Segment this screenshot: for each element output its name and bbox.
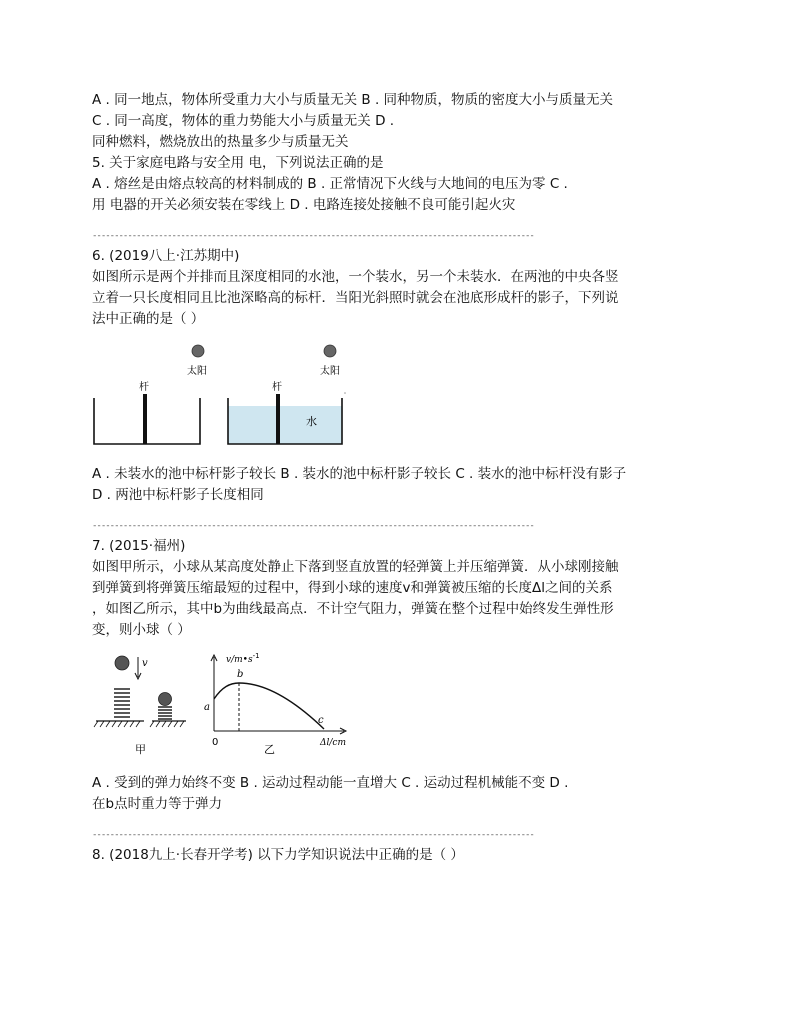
q8-block [92,845,712,866]
q7-stem-line: 如图甲所示，小球从某高度处静止下落到竖直放置的轻弹簧上并压缩弹簧．从小球刚接触 [92,559,619,575]
q4-option-line: C . 同一高度，物体的重力势能大小与质量无关 D . [92,113,395,129]
point-b-label: b [237,669,244,680]
q7-stem-line: 到弹簧到将弹簧压缩最短的过程中，得到小球的速度v和弹簧被压缩的长度Δl之间的关系 [92,580,613,596]
point-a-label: a [204,702,210,713]
q7-stem-line: ，如图乙所示，其中b为曲线最高点．不计空气阻力，弹簧在整个过程中始终发生弹性形 [92,601,614,617]
question-separator: ---------------------------------------------------------------------------------------------------- [92,231,534,241]
q5-stem: 5. 关于家庭电路与安全用 电，下列说法正确的是 [92,155,384,171]
right-sun-label: 太阳 [320,366,340,377]
compressed-spring [158,707,172,719]
caption-yi: 乙 [264,743,275,756]
speck-dot [344,392,346,394]
velocity-curve [214,683,324,729]
q7-stem-line: 变，则小球（ ） [92,622,191,638]
graph-origin-label: 0 [212,737,219,748]
exam-page [92,90,712,866]
q4-option-line: A . 同一地点，物体所受重力大小与质量无关 B . 同种物质，物质的密度大小与质量无关 [92,92,614,108]
compressed-ball-setup [150,693,186,728]
right-sun-icon [324,345,336,357]
graph-y-axis-exponent: -1 [252,652,260,660]
q7-source: 7. (2015·福州) [92,538,186,554]
velocity-arrow-label: v [142,658,148,669]
graph-y-axis-label [226,652,260,665]
falling-ball-setup [94,656,148,727]
left-pole [143,394,147,444]
uncompressed-spring [114,689,130,717]
q5-block [92,153,712,216]
q6-stem-line: 法中正确的是（ ） [92,311,205,327]
q5-option-line: A . 熔丝是由熔点较高的材料制成的 B . 正常情况下火线与大地间的电压为零 C . [92,176,568,192]
water-label: 水 [306,415,317,428]
resting-ball [159,693,172,706]
q6-option-line: A . 未装水的池中标杆影子较长 B . 装水的池中标杆影子较长 C . 装水的池中标杆没有影子 [92,466,627,482]
q6-source: 6. (2019八上·江苏期中) [92,248,240,264]
falling-ball [115,656,129,670]
left-sun-icon [192,345,204,357]
left-pole-label: 杆 [139,382,149,393]
q7-option-line: 在b点时重力等于弹力 [92,796,223,812]
q6-pools-figure [92,340,362,450]
point-c-label: c [318,715,324,726]
q6-stem-line: 立着一只长度相同且比池深略高的标杆．当阳光斜照时就会在池底形成杆的影子，下列说 [92,290,619,306]
q6-block [92,246,712,506]
left-sun-label: 太阳 [187,366,207,377]
q7-spring-figure [92,651,362,761]
graph-y-axis-unit: v/m•s [226,655,253,665]
right-pole-label: 杆 [272,382,282,393]
q6-stem-line: 如图所示是两个并排而且深度相同的水池，一个装水，另一个未装水．在两池的中央各竖 [92,269,619,285]
graph-x-axis-label: Δl/cm [320,738,346,748]
question-separator: ---------------------------------------------------------------------------------------------------- [92,830,534,840]
q7-option-line: A . 受到的弹力始终不变 B . 运动过程动能一直增大 C . 运动过程机械能不变 D . [92,775,569,791]
water-fill [228,406,342,444]
caption-jia: 甲 [135,743,146,756]
q5-option-line: 用 电器的开关必须安装在零线上 D . 电路连接处接触不良可能引起火灾 [92,197,516,213]
q7-block [92,536,712,815]
question-separator: ---------------------------------------------------------------------------------------------------- [92,521,534,531]
q4-options [92,90,712,153]
v-dl-graph [204,652,346,748]
q8-stem: 8. (2018九上·长春开学考) 以下力学知识说法中正确的是（ ） [92,847,464,863]
q4-option-line: 同种燃料，燃烧放出的热量多少与质量无关 [92,134,349,150]
q6-option-line: D . 两池中标杆影子长度相同 [92,487,264,503]
right-pole [276,394,280,444]
